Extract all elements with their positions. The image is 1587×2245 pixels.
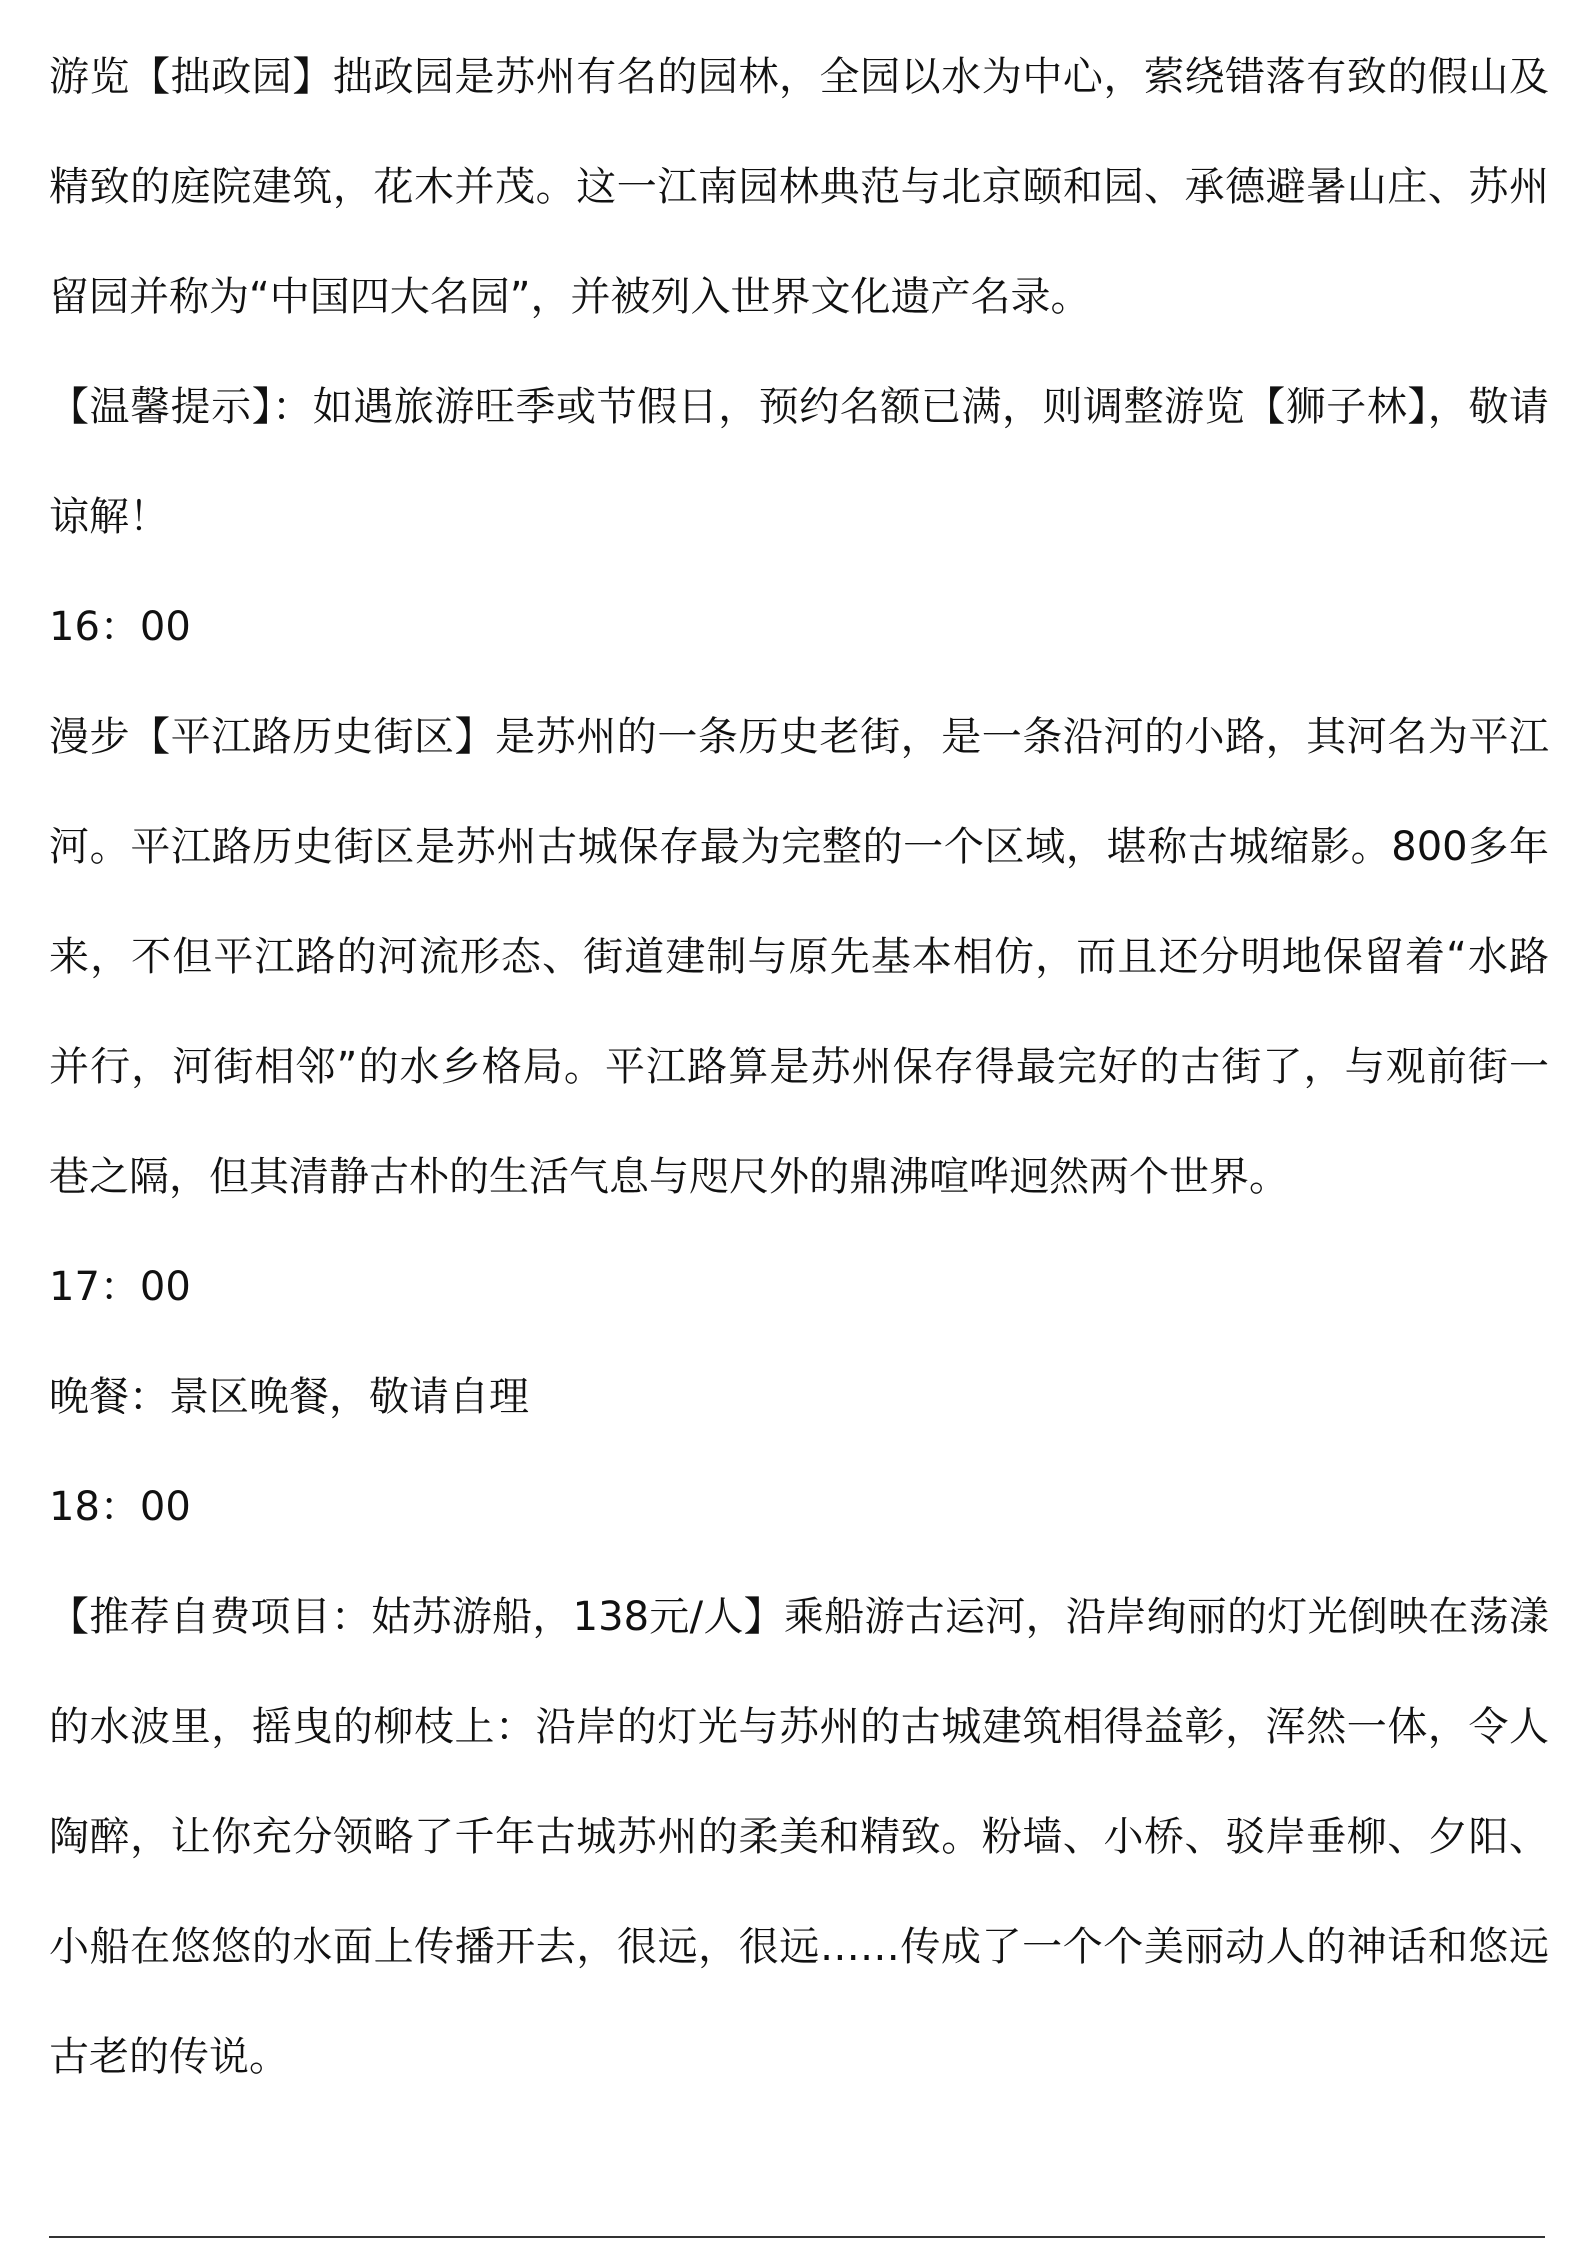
paragraph-dinner: 晚餐：景区晚餐，敬请自理 <box>49 1374 529 1420</box>
paragraph-warm-tip: 【温馨提示】：如遇旅游旺季或节假日，预约名额已满，则调整游览【狮子林】，敬请谅解！ <box>49 384 1549 540</box>
bottom-divider <box>49 2236 1545 2238</box>
document-body <box>49 22 1549 2112</box>
time-1800: 18：00 <box>49 1484 191 1530</box>
paragraph-pingjiang-road: 漫步【平江路历史街区】是苏州的一条历史老街，是一条沿河的小路，其河名为平江河。平江路历史街区是苏州古城保存最为完整的一个区域，堪称古城缩影。800多年来，不但平江路的河流形态、街道建制与原先基本相仿，而且还分明地保留着“水路并行，河街相邻”的水乡格局。平江路算是苏州保存得最完好的古街了，与观前街一巷之隔，但其清静古朴的生活气息与咫尺外的鼎沸喧哗迥然两个世界。 <box>49 714 1549 1200</box>
time-1600: 16：00 <box>49 604 191 650</box>
time-1700: 17：00 <box>49 1264 191 1310</box>
paragraph-gusu-boat-tour: 【推荐自费项目：姑苏游船，138元/人】乘船游古运河，沿岸绚丽的灯光倒映在荡漾的水波里，摇曳的柳枝上：沿岸的灯光与苏州的古城建筑相得益彰，浑然一体，令人陶醉，让你充分领略了千年古城苏州的柔美和精致。粉墙、小桥、驳岸垂柳、夕阳、小船在悠悠的水面上传播开去，很远，很远……传成了一个个美丽动人的神话和悠远古老的传说。 <box>49 1594 1549 2080</box>
paragraph-humble-administrator-garden: 游览【拙政园】拙政园是苏州有名的园林，全园以水为中心，萦绕错落有致的假山及精致的庭院建筑，花木并茂。这一江南园林典范与北京颐和园、承德避暑山庄、苏州留园并称为“中国四大名园”，并被列入世界文化遗产名录。 <box>49 54 1549 320</box>
